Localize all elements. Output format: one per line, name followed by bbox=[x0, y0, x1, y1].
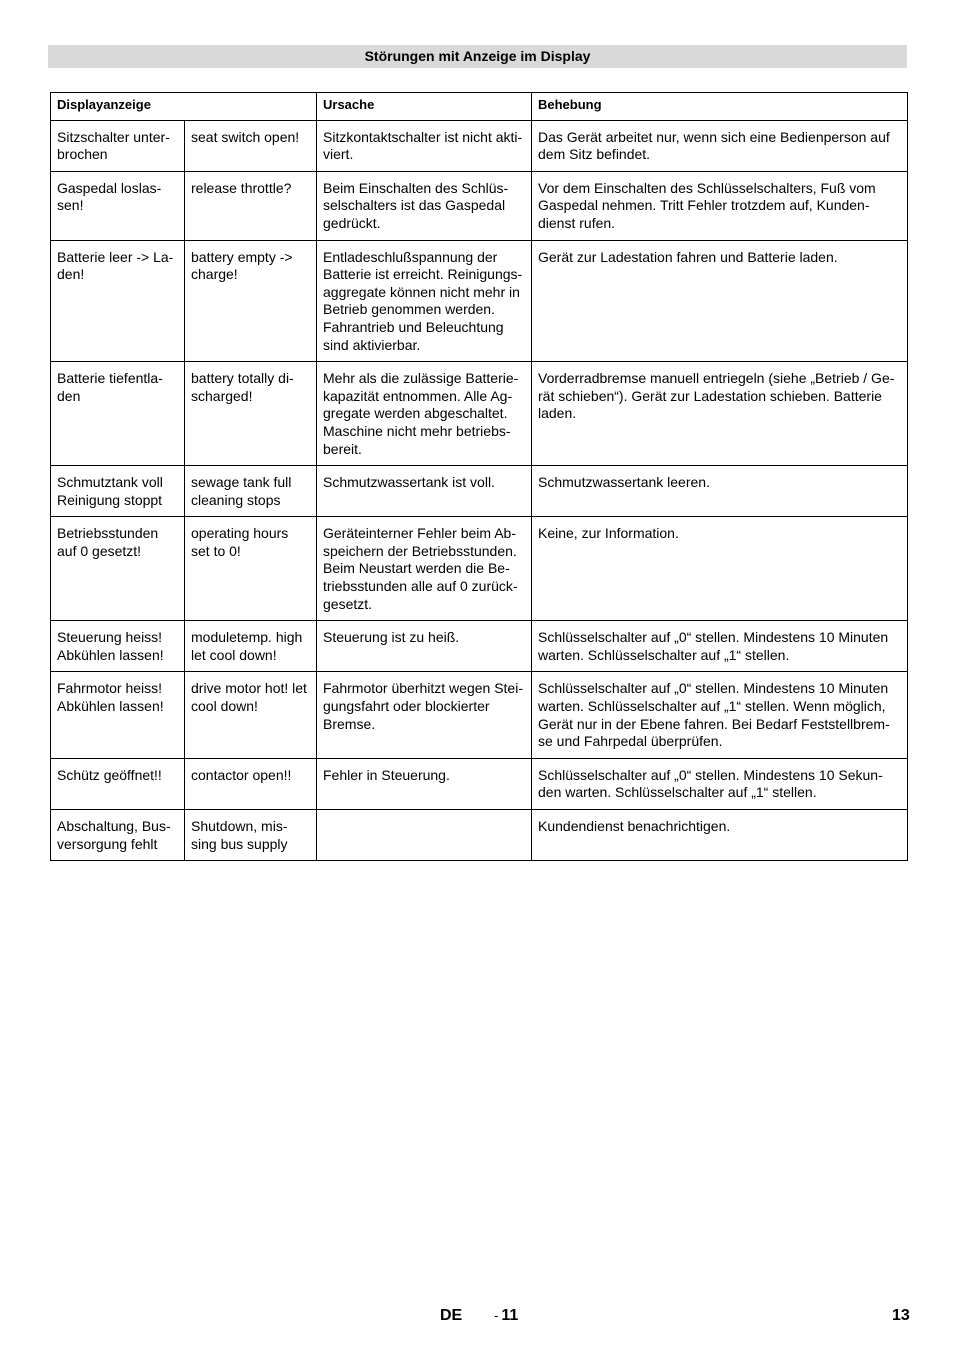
cause-cell: Fahrmotor überhitzt wegen Stei- gungsfahrt oder blockierter Bremse. bbox=[317, 672, 532, 758]
cause-cell: Entladeschlußspannung der Batterie ist erreicht. Reinigungs- aggregate können nicht mehr in Betrieb genommen werden. Fahrantrieb und Beleuchtung sind aktivierbar. bbox=[317, 240, 532, 362]
table-row bbox=[51, 758, 908, 809]
display-text-en: moduletemp. high let cool down! bbox=[185, 621, 317, 672]
display-text-de: Gaspedal loslas- sen! bbox=[51, 171, 185, 240]
table-row bbox=[51, 672, 908, 758]
cause-cell: Schmutzwassertank ist voll. bbox=[317, 466, 532, 517]
display-text-de: Schütz geöffnet!! bbox=[51, 758, 185, 809]
footer-page-number: 13 bbox=[892, 1307, 910, 1324]
display-text-de: Sitzschalter unter- brochen bbox=[51, 120, 185, 171]
cause-cell bbox=[317, 810, 532, 861]
table-row bbox=[51, 240, 908, 362]
cause-cell: Mehr als die zulässige Batterie- kapazität entnommen. Alle Ag- gregate werden abgeschaltet. Maschine nicht mehr betriebs- bereit. bbox=[317, 362, 532, 466]
table-row bbox=[51, 120, 908, 171]
remedy-cell: Vorderradbremse manuell entriegeln (siehe „Betrieb / Ge- rät schieben“). Gerät zur Ladestation schieben. Batterie laden. bbox=[532, 362, 908, 466]
remedy-cell: Vor dem Einschalten des Schlüsselschalters, Fuß vom Gaspedal nehmen. Tritt Fehler trotzdem auf, Kunden- dienst rufen. bbox=[532, 171, 908, 240]
cause-cell: Beim Einschalten des Schlüs- selschalters ist das Gaspedal gedrückt. bbox=[317, 171, 532, 240]
display-text-en: battery totally di- scharged! bbox=[185, 362, 317, 466]
header-remedy: Behebung bbox=[532, 93, 908, 121]
footer-language: DE bbox=[440, 1307, 463, 1324]
remedy-cell: Gerät zur Ladestation fahren und Batterie laden. bbox=[532, 240, 908, 362]
remedy-cell: Schmutzwassertank leeren. bbox=[532, 466, 908, 517]
cause-cell: Sitzkontaktschalter ist nicht akti- viert. bbox=[317, 120, 532, 171]
display-text-en: seat switch open! bbox=[185, 120, 317, 171]
footer-chapter-page bbox=[494, 1307, 518, 1325]
section-title: Störungen mit Anzeige im Display bbox=[48, 45, 907, 68]
remedy-cell: Keine, zur Information. bbox=[532, 517, 908, 621]
cause-cell: Geräteinterner Fehler beim Ab- speichern der Betriebsstunden. Beim Neustart werden die Be- triebsstunden alle auf 0 zurück- gesetzt. bbox=[317, 517, 532, 621]
remedy-cell: Schlüsselschalter auf „0“ stellen. Mindestens 10 Minuten warten. Schlüsselschalter auf „1“ stellen. Wenn möglich, Gerät nur in der Ebene fahren. Bei Bedarf Feststellbrem- se und Fahrpedal überprüfen. bbox=[532, 672, 908, 758]
remedy-cell: Schlüsselschalter auf „0“ stellen. Mindestens 10 Minuten warten. Schlüsselschalter auf „1“ stellen. bbox=[532, 621, 908, 672]
table-header-row bbox=[51, 93, 908, 121]
table-row bbox=[51, 517, 908, 621]
display-text-de: Batterie leer -> La- den! bbox=[51, 240, 185, 362]
table-row bbox=[51, 621, 908, 672]
header-display: Displayanzeige bbox=[51, 93, 317, 121]
fault-table bbox=[50, 92, 908, 861]
display-text-en: release throttle? bbox=[185, 171, 317, 240]
display-text-de: Betriebsstunden auf 0 gesetzt! bbox=[51, 517, 185, 621]
display-text-en: sewage tank full cleaning stops bbox=[185, 466, 317, 517]
footer-dash: - bbox=[494, 1308, 499, 1323]
table-row bbox=[51, 171, 908, 240]
display-text-de: Fahrmotor heiss! Abkühlen lassen! bbox=[51, 672, 185, 758]
cause-cell: Steuerung ist zu heiß. bbox=[317, 621, 532, 672]
display-text-de: Schmutztank voll Reinigung stoppt bbox=[51, 466, 185, 517]
display-text-de: Batterie tiefentla- den bbox=[51, 362, 185, 466]
footer-local-page: 11 bbox=[501, 1307, 519, 1324]
display-text-en: contactor open!! bbox=[185, 758, 317, 809]
display-text-de: Steuerung heiss! Abkühlen lassen! bbox=[51, 621, 185, 672]
table-row bbox=[51, 466, 908, 517]
cause-cell: Fehler in Steuerung. bbox=[317, 758, 532, 809]
display-text-en: battery empty -> charge! bbox=[185, 240, 317, 362]
display-text-de: Abschaltung, Bus- versorgung fehlt bbox=[51, 810, 185, 861]
remedy-cell: Schlüsselschalter auf „0“ stellen. Mindestens 10 Sekun- den warten. Schlüsselschalter auf „1“ stellen. bbox=[532, 758, 908, 809]
display-text-en: Shutdown, mis- sing bus supply bbox=[185, 810, 317, 861]
table-row bbox=[51, 362, 908, 466]
display-text-en: operating hours set to 0! bbox=[185, 517, 317, 621]
display-text-en: drive motor hot! let cool down! bbox=[185, 672, 317, 758]
table-row bbox=[51, 810, 908, 861]
remedy-cell: Das Gerät arbeitet nur, wenn sich eine Bedienperson auf dem Sitz befindet. bbox=[532, 120, 908, 171]
remedy-cell: Kundendienst benachrichtigen. bbox=[532, 810, 908, 861]
header-cause: Ursache bbox=[317, 93, 532, 121]
